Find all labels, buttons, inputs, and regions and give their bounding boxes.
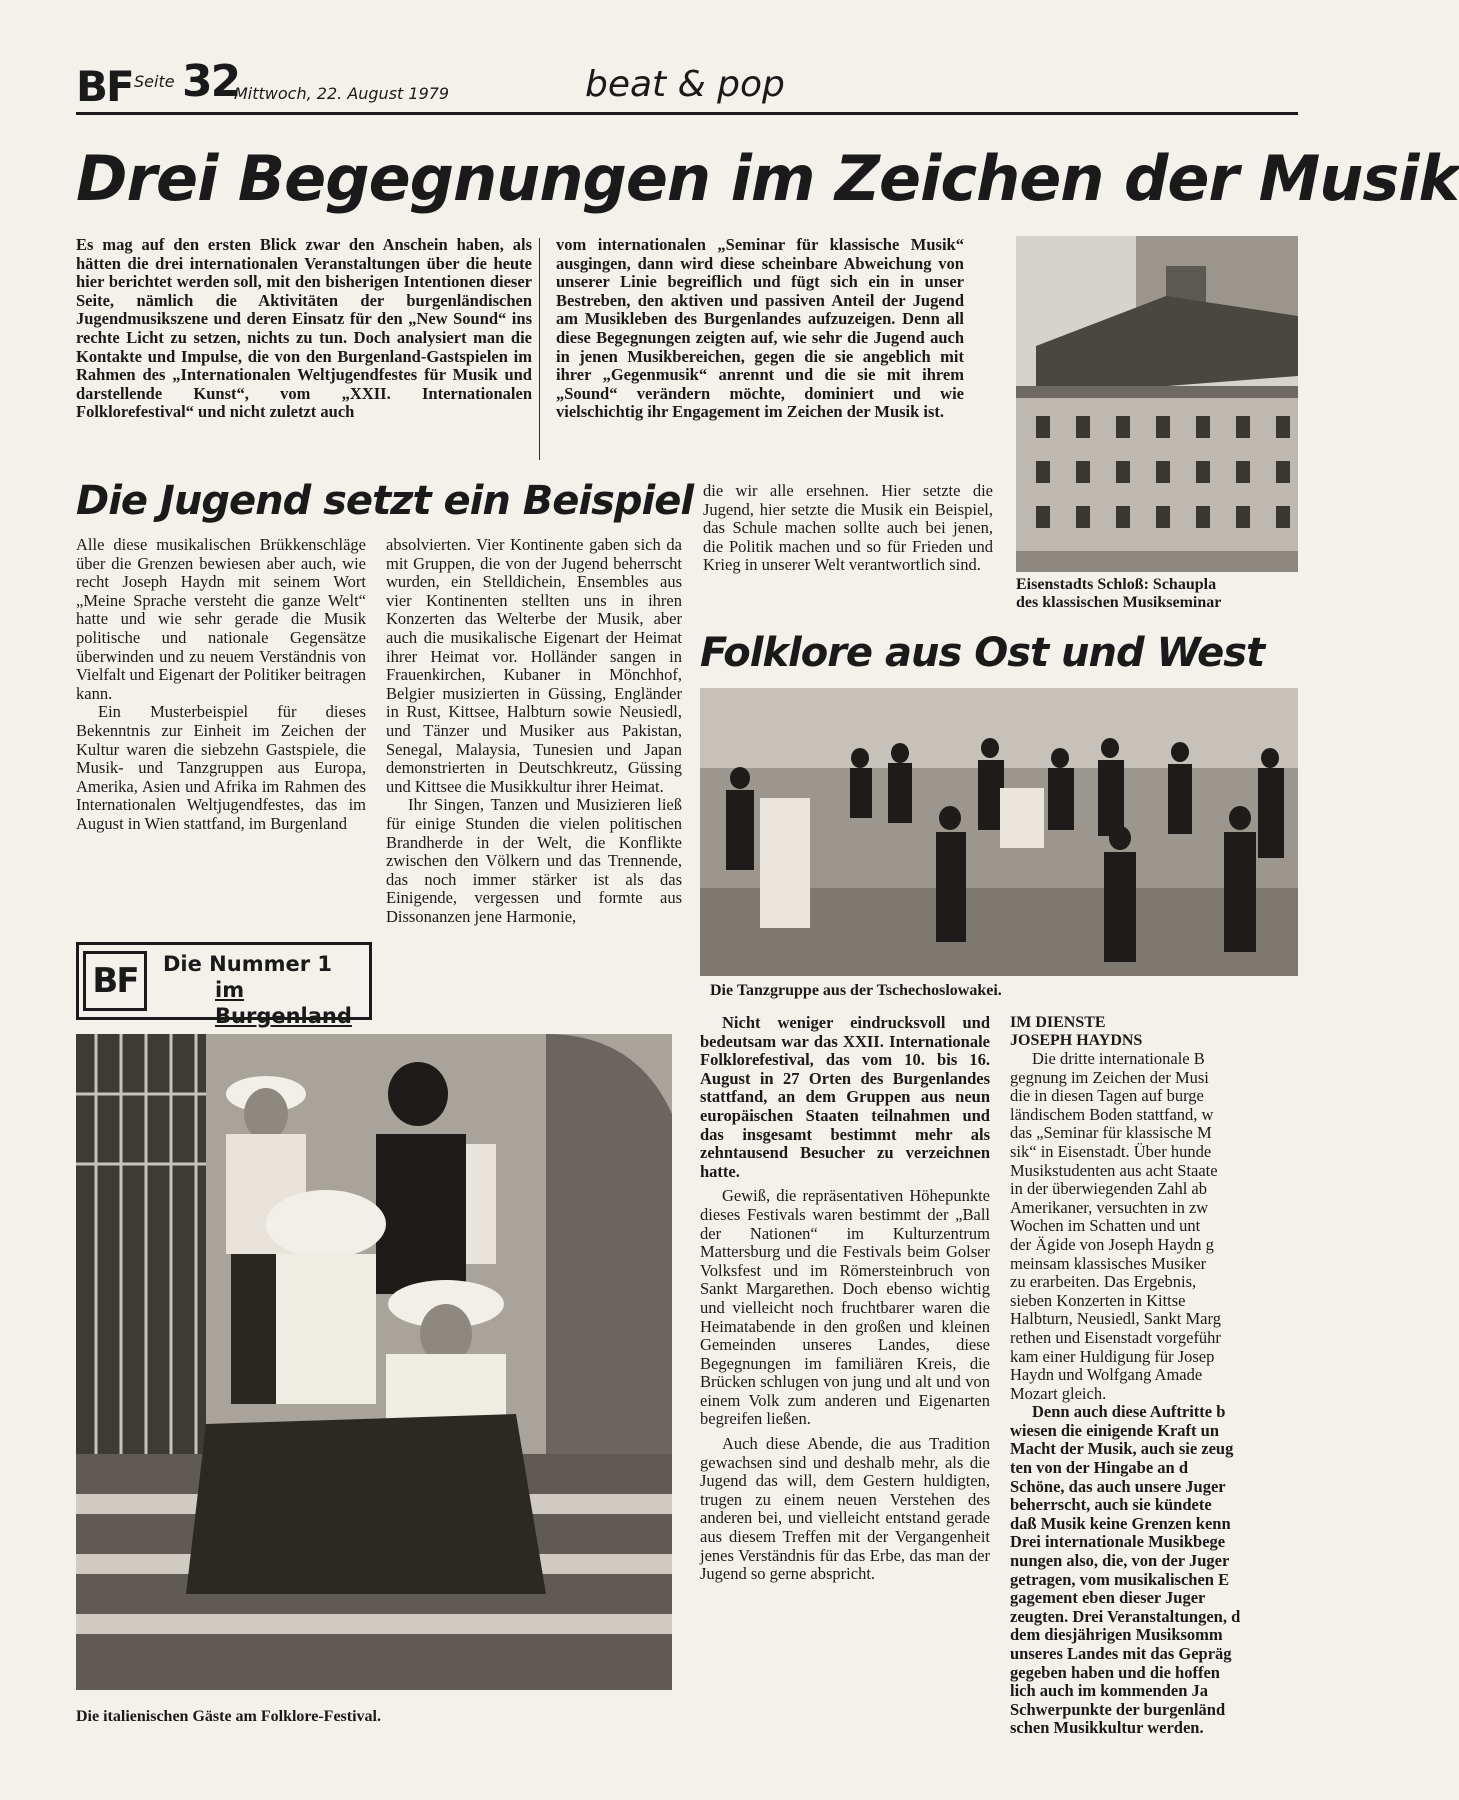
column-line: zeugten. Drei Veranstaltungen, d [1010, 1606, 1241, 1626]
section2-column-a [700, 1014, 990, 1584]
column-line: der Ägide von Joseph Haydn g [1010, 1234, 1214, 1254]
italian-caption: Die italienischen Gäste am Folklore-Festival. [76, 1708, 381, 1725]
page-headline: Drei Begegnungen im Zeichen der Musik [76, 142, 1459, 215]
section2-lead-paragraph: Nicht weniger eindrucksvoll und bedeutsam war das XXII. Internationale Folklorefestival, das vom 10. bis 16. August in 27 Orten des Burgenlandes stattfand, an dem Gruppen aus neun europäischen Staaten teilnahmen und das insgesamt bestimmt mehr als zehntausend Besucher zu verzeichnen hatte. [700, 1013, 990, 1181]
promo-line-1: Die Nummer 1 [163, 952, 332, 976]
column-line: getragen, vom musikalischen E [1010, 1569, 1230, 1589]
haydn-subheading: JOSEPH HAYDNS [1010, 1032, 1143, 1049]
column-line: nungen also, die, von der Juger [1010, 1551, 1230, 1571]
section-heading-folklore: Folklore aus Ost und West [700, 630, 1265, 676]
section1-col3-paragraph: die wir alle ersehnen. Hier setzte die Jugend, hier setzte die Musik ein Beispiel, das Schule machen sollte auch bei jenen, die Politik machen und so für Frieden und Krieg in unserer Welt verantwortlich sind. [703, 481, 993, 575]
column-line: sieben Konzerten in Kittse [1010, 1290, 1186, 1310]
promo-box [76, 942, 372, 1028]
column-line: dem diesjährigen Musiksomm [1010, 1625, 1223, 1645]
column-line: wiesen die einigende Kraft un [1010, 1420, 1219, 1440]
column-line: gagement eben dieser Juger [1010, 1588, 1206, 1608]
section-title: beat & pop [585, 64, 785, 105]
column-line: rethen und Eisenstadt vorgeführ [1010, 1327, 1221, 1347]
section2-column-b [1010, 1014, 1298, 1738]
section1-col2-paragraph: Ihr Singen, Tanzen und Musizieren ließ für einige Stunden die vielen politischen Brandherde in der Welt, die Konflikte zwischen den Völkern und das Trennende, das noch immer stärker ist als das Einigende, vergessen und formte aus Dissonanzen jene Harmonie, [386, 795, 682, 926]
castle-caption-line-1: Eisenstadts Schloß: Schaupla [1016, 576, 1217, 593]
column-line: das „Seminar für klassische M [1010, 1123, 1212, 1143]
column-line: unseres Landes mit das Gepräg [1010, 1644, 1232, 1663]
column-line: lich auch im kommenden Ja [1010, 1681, 1209, 1701]
column-divider [539, 238, 540, 460]
column-line: meinsam klassisches Musiker [1010, 1253, 1207, 1273]
column-line: daß Musik keine Grenzen kenn [1010, 1513, 1231, 1533]
dance-caption: Die Tanzgruppe aus der Tschechoslowakei. [710, 982, 1002, 999]
masthead-logo: BF [76, 62, 133, 111]
column-line: gegnung im Zeichen der Musi [1010, 1067, 1209, 1087]
column-line: die in diesen Tagen auf burge [1010, 1086, 1204, 1106]
column-line: Wochen im Schatten und unt [1010, 1216, 1201, 1236]
castle-caption-line-2: des klassischen Musikseminar [1016, 594, 1222, 611]
column-line: Drei internationale Musikbege [1010, 1532, 1226, 1552]
castle-photo [1016, 236, 1298, 572]
column-line: Haydn und Wolfgang Amade [1010, 1365, 1203, 1385]
column-line: beherrscht, auch sie kündete [1010, 1495, 1212, 1515]
masthead-rule [76, 112, 1298, 115]
column-line: Die dritte internationale B [1032, 1049, 1205, 1068]
column-line: ten von der Hingabe an d [1010, 1458, 1189, 1478]
column-line: in der überwiegenden Zahl ab [1010, 1179, 1208, 1199]
column-line: Schöne, das auch unsere Juger [1010, 1476, 1226, 1496]
haydn-subheading: IM DIENSTE [1010, 1014, 1106, 1031]
column-line: Macht der Musik, auch sie zeug [1010, 1439, 1234, 1459]
section1-column-2 [386, 536, 682, 926]
haydn-bold-lines [1010, 1403, 1298, 1738]
column-line: kam einer Huldigung für Josep [1010, 1346, 1215, 1366]
castle-illustration [1016, 236, 1298, 572]
column-line: Amerikaner, versuchten in zw [1010, 1197, 1209, 1217]
column-line: Denn auch diese Auftritte b [1032, 1402, 1226, 1422]
italian-guests-photo [76, 1034, 672, 1690]
intro-column-2 [556, 236, 964, 422]
promo-line-2: im Burgenland [215, 978, 352, 1028]
column-line: Halbturn, Neusiedl, Sankt Marg [1010, 1309, 1221, 1329]
promo-logo: BF [83, 951, 147, 1011]
haydn-lines [1010, 1050, 1298, 1403]
column-line: gegeben haben und die hoffen [1010, 1662, 1220, 1682]
castle-caption [1016, 576, 1298, 612]
page-number: 32 [182, 56, 240, 107]
column-line: Schwerpunkte der burgenländ [1010, 1699, 1226, 1719]
section-heading-jugend: Die Jugend setzt ein Beispiel [76, 478, 694, 524]
promo-slogan [163, 951, 369, 1029]
column-line: ländischem Boden stattfand, w [1010, 1104, 1214, 1124]
italian-illustration [76, 1034, 672, 1690]
section1-col1-paragraph: Alle diese musikalischen Brükkenschläge über die Grenzen bewiesen aber auch, wie recht Joseph Haydn mit seinem Wort „Meine Sprache versteht die ganze Welt“ hatte und wie sehr gerade die Musik politische und nationale Gegensätze überwinden und zu neuem Verständnis von Vielfalt und Eigenart der Politiker beitragen kann. [76, 535, 366, 703]
section2-paragraph: Auch diese Abende, die aus Tradition gewachsen sind und deshalb mehr, als die Jugend das will, dem Gestern huldigten, trugen zu einem neuen Verstehen des anderen bei, und vielleicht entstand gerade aus diesem Treffen mit der Vergangenheit jenes Verständnis für das Erbe, das man der Jugend so gerne abspricht. [700, 1434, 990, 1584]
intro-paragraph-1: Es mag auf den ersten Blick zwar den Anschein haben, als hätten die drei internationalen Veranstaltungen über die heute hier berichtet werden soll, mit den bisherigen Intentionen dieser Seite, nämlich die Aktivitäten der burgenländischen Jugendmusikszene und deren Einsatz für den „New Sound“ ins rechte Licht zu setzen, nichts zu tun. Doch analysiert man die Kontakte und Impulse, die von den Burgenland-Gastspielen im Rahmen des „Internationalen Weltjugendfestes für Musik und darstellende Kunst“, vom „XXII. Internationalen Folklorefestival“ und nicht zuletzt auch [76, 235, 532, 422]
intro-column-1 [76, 236, 532, 422]
section1-col1-paragraph: Ein Musterbeispiel für dieses Bekenntnis zur Einheit im Zeichen der Kultur waren die siebzehn Gastspiele, die Musik- und Tanzgruppen aus Europa, Amerika, Asien und Afrika im Rahmen des Internationalen Weltjugendfestes, das im August in Wien stattfand, im Burgenland [76, 702, 366, 833]
masthead-seite-label: Seite [134, 72, 175, 91]
section1-col2-paragraph: absolvierten. Vier Kontinente gaben sich da mit Gruppen, die von der Jugend beherrscht wurden, ein Stelldichein, Ensembles aus vier Kontinenten stellten uns in ihren Konzerten das Welterbe der Musik, aber auch die musikalische Eigenart der Heimat ihrer Heimat vor. Holländer sangen in Frauenkirchen, Kubaner in Mönchhof, Belgier musizierten in Güssing, Engländer in Rust, Kittsee, Halbturn sowie Neusiedl, und Tänzer und Musiker aus Pakistan, Senegal, Malaysia, Tunesien und Japan demonstrierten in Deutschkreutz, Güssing und Kittsee die Musikkultur ihrer Heimat. [386, 535, 682, 796]
section2-paragraph: Gewiß, die repräsentativen Höhepunkte dieses Festivals waren bestimmt der „Ball der Nationen“ im Kulturzentrum Mattersburg und die Festivals beim Golser Volksfest und im Römersteinbruch von Sankt Margarethen. Doch ebenso wichtig und vielleicht noch fruchtbarer waren die Heimatabende in den großen und kleinen Gemeinden unseres Landes, diese Begegnungen im familiären Kreis, die Brücken schlugen von jung und alt und von einem Volk zum anderen und Eigenarten begreifen ließen. [700, 1186, 990, 1429]
section1-column-3 [703, 482, 993, 575]
column-line: sik“ in Eisenstadt. Über hunde [1010, 1141, 1212, 1161]
masthead-date: Mittwoch, 22. August 1979 [234, 84, 450, 103]
column-line: Mozart gleich. [1010, 1383, 1107, 1403]
intro-paragraph-2: vom internationalen „Seminar für klassische Musik“ ausgingen, dann wird diese scheinbare Abweichung von unserer Linie begreiflich und fügt sich ein in unser Bestreben, den aktiven und passiven Anteil der Jugend am Musikleben des Burgenlandes aufzuzeigen. Denn all diese Begegnungen zeigten auf, wie sehr die Jugend auch in jenen Musikbereichen, gegen die sie angeblich mit ihrer „Gegenmusik“ anrennt und die sie mit ihrem „Sound“ verändern möchte, dominiert und wie vielschichtig ihr Engagement im Zeichen der Musik ist. [556, 235, 964, 422]
dance-group-photo [700, 688, 1298, 976]
dance-illustration [700, 688, 1298, 976]
column-line: schen Musikkultur werden. [1010, 1718, 1204, 1738]
column-line: zu erarbeiten. Das Ergebnis, [1010, 1272, 1197, 1292]
section1-column-1 [76, 536, 366, 834]
column-line: Musikstudenten aus acht Staate [1010, 1160, 1218, 1180]
